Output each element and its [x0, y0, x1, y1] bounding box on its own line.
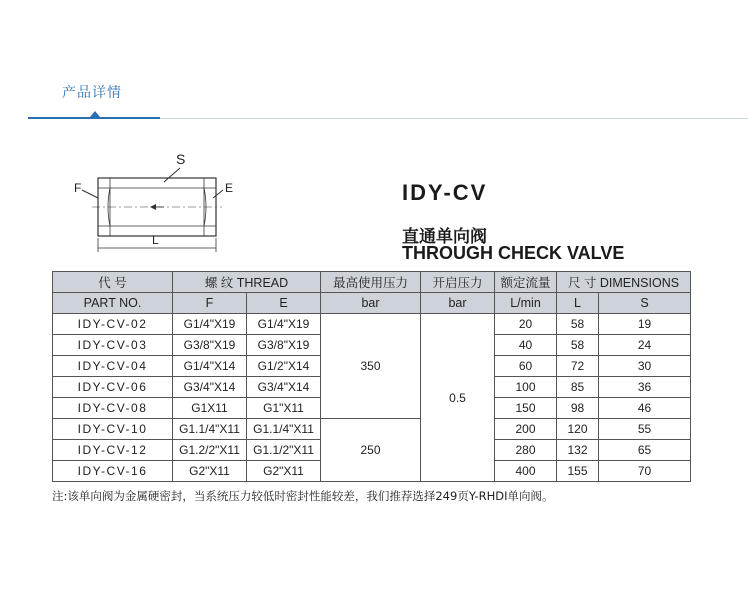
header-open-pressure: 开启压力 [421, 272, 495, 293]
product-model: IDY-CV [402, 180, 488, 205]
cell-e: G1/2"X14 [247, 356, 321, 377]
cell-max-pressure-250: 250 [321, 419, 421, 482]
cell-f: G3/8"X19 [173, 335, 247, 356]
cell-l: 72 [557, 356, 599, 377]
cell-l: 85 [557, 377, 599, 398]
header-s: S [599, 293, 691, 314]
drawing-label-f: F [74, 181, 82, 195]
cell-flow: 280 [495, 440, 557, 461]
footnote: 注:该单向阀为金属硬密封，当系统压力较低时密封性能较差，我们推荐选择249页Y-RHDI单向阀。 [52, 489, 554, 503]
cell-s: 30 [599, 356, 691, 377]
drawing-label-e: E [225, 181, 234, 195]
cell-part: IDY-CV-03 [53, 335, 173, 356]
cell-part: IDY-CV-12 [53, 440, 173, 461]
cell-max-pressure-350: 350 [321, 314, 421, 419]
cell-flow: 60 [495, 356, 557, 377]
tab-active-indicator [28, 117, 160, 119]
tab-product-details[interactable]: 产品详情 [62, 85, 122, 101]
cell-open-pressure: 0.5 [421, 314, 495, 482]
header-f: F [173, 293, 247, 314]
cell-flow: 20 [495, 314, 557, 335]
cell-l: 155 [557, 461, 599, 482]
cell-flow: 150 [495, 398, 557, 419]
header-part-no: PART NO. [53, 293, 173, 314]
cell-e: G1.1/2"X11 [247, 440, 321, 461]
cell-e: G3/4"X14 [247, 377, 321, 398]
header-open-pressure-unit: bar [421, 293, 495, 314]
cell-e: G1/4"X19 [247, 314, 321, 335]
cell-part: IDY-CV-06 [53, 377, 173, 398]
cell-flow: 400 [495, 461, 557, 482]
cell-part: IDY-CV-08 [53, 398, 173, 419]
cell-l: 120 [557, 419, 599, 440]
cell-f: G1/4"X19 [173, 314, 247, 335]
valve-drawing [68, 150, 248, 260]
drawing-label-s: S [176, 151, 186, 167]
header-l: L [557, 293, 599, 314]
header-max-pressure-unit: bar [321, 293, 421, 314]
cell-e: G2"X11 [247, 461, 321, 482]
cell-f: G1X11 [173, 398, 247, 419]
cell-f: G1.2/2"X11 [173, 440, 247, 461]
cell-part: IDY-CV-10 [53, 419, 173, 440]
cell-part: IDY-CV-16 [53, 461, 173, 482]
cell-e: G3/8"X19 [247, 335, 321, 356]
cell-s: 36 [599, 377, 691, 398]
cell-f: G3/4"X14 [173, 377, 247, 398]
cell-l: 132 [557, 440, 599, 461]
cell-s: 46 [599, 398, 691, 419]
header-dimensions: 尺 寸 DIMENSIONS [557, 272, 691, 293]
cell-l: 98 [557, 398, 599, 419]
tab-caret-icon [90, 111, 100, 117]
drawing-label-l: L [152, 233, 159, 247]
header-e: E [247, 293, 321, 314]
cell-s: 65 [599, 440, 691, 461]
cell-l: 58 [557, 335, 599, 356]
cell-part: IDY-CV-04 [53, 356, 173, 377]
header-thread: 螺 纹 THREAD [173, 272, 321, 293]
cell-s: 55 [599, 419, 691, 440]
cell-f: G2"X11 [173, 461, 247, 482]
product-name-cn: 直通单向阀 [402, 227, 487, 247]
cell-l: 58 [557, 314, 599, 335]
cell-e: G1.1/4"X11 [247, 419, 321, 440]
header-code: 代 号 [53, 272, 173, 293]
spec-table [52, 271, 691, 482]
header-flow: 额定流量 [495, 272, 557, 293]
cell-flow: 100 [495, 377, 557, 398]
cell-s: 19 [599, 314, 691, 335]
cell-flow: 200 [495, 419, 557, 440]
header-max-pressure: 最高使用压力 [321, 272, 421, 293]
cell-s: 70 [599, 461, 691, 482]
cell-f: G1/4"X14 [173, 356, 247, 377]
header-flow-unit: L/min [495, 293, 557, 314]
cell-e: G1"X11 [247, 398, 321, 419]
cell-s: 24 [599, 335, 691, 356]
cell-part: IDY-CV-02 [53, 314, 173, 335]
table-row [53, 419, 691, 440]
cell-flow: 40 [495, 335, 557, 356]
cell-f: G1.1/4"X11 [173, 419, 247, 440]
product-name-en: THROUGH CHECK VALVE [402, 243, 625, 263]
table-row [53, 314, 691, 335]
